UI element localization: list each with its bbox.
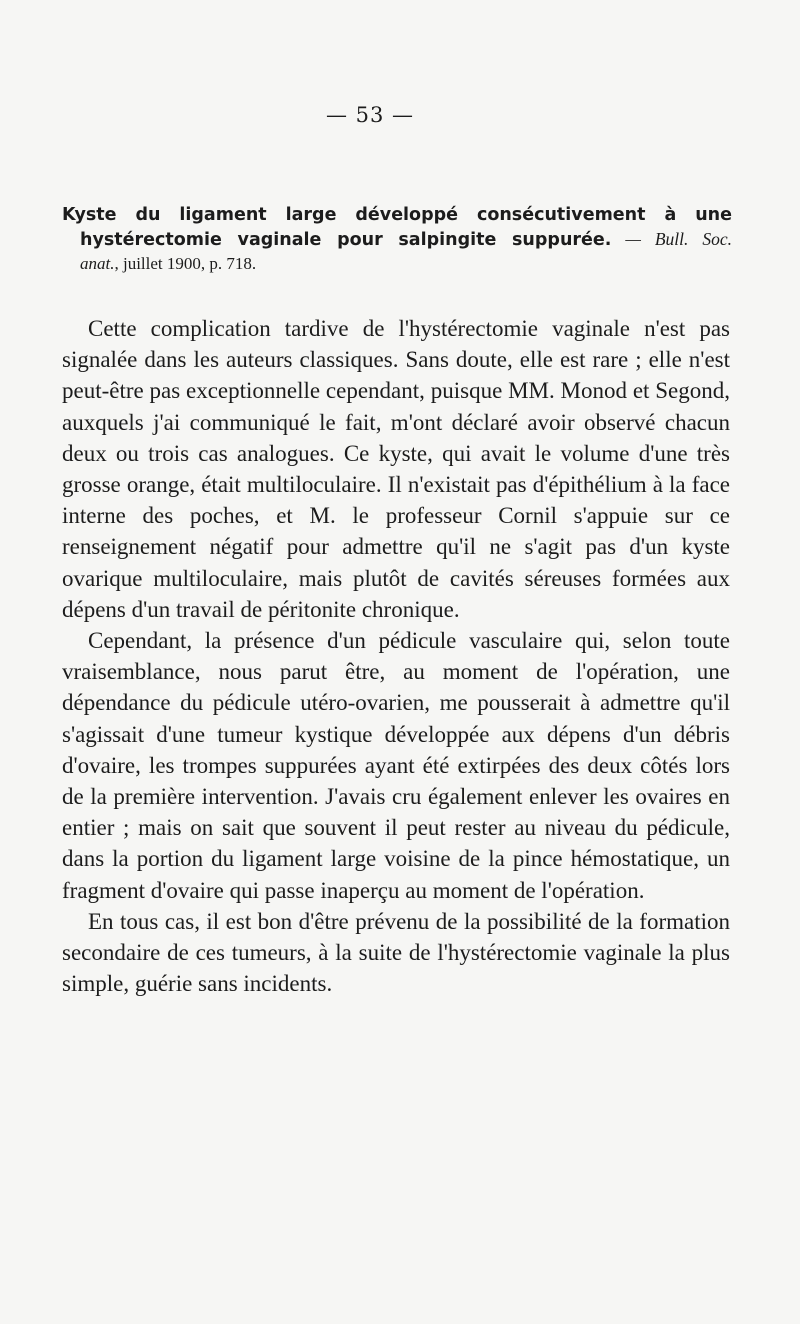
heading-reference-journal: — Bull. Soc. xyxy=(611,229,732,249)
paragraph-1: Cette complication tardive de l'hystérectomie vaginale n'est pas signalée dans les auteurs classiques. Sans doute, elle est rare ; elle n'est peut-être pas exceptionnelle cependant, puisque MM. Monod et Segond, auxquels j'ai communiqué le fait, m'ont déclaré avoir observé chacun deux ou trois cas analogues. Ce kyste, qui avait le volume d'une très grosse orange, était multiloculaire. Il n'existait pas d'épithélium à la face interne des poches, et M. le professeur Cornil s'appuie sur ce renseignement négatif pour admettre qu'il ne s'agit pas d'un kyste ovarique multiloculaire, mais plutôt de cavités séreuses formées aux dépens d'un travail de péritonite chronique. xyxy=(62,316,730,622)
body-text xyxy=(62,313,730,999)
heading-reference-journal-abbrev: anat. xyxy=(80,254,115,273)
page-number: — 53 — xyxy=(325,103,415,127)
heading-reference-line xyxy=(62,252,732,276)
heading-title-continuation: hystérectomie vaginale pour salpingite suppurée. xyxy=(80,230,612,250)
paragraph-2: Cependant, la présence d'un pédicule vasculaire qui, selon toute vraisemblance, nous parut être, au moment de l'opération, une dépendance du pédicule utéro-ovarien, me pousserait à admettre qu'il s'agissait d'une tumeur kystique développée aux dépens d'un débris d'ovaire, les trompes suppurées ayant été extirpées des deux côtés lors de la première intervention. J'avais cru également enlever les ovaires en entier ; mais on sait que souvent il peut rester au niveau du pédicule, dans la portion du ligament large voisine de la pince hémostatique, un fragment d'ovaire qui passe inaperçu au moment de l'opération. xyxy=(62,628,730,903)
article-heading xyxy=(62,203,732,276)
heading-title-line-2 xyxy=(62,227,732,252)
paragraph-3: En tous cas, il est bon d'être prévenu de la possibilité de la formation secondaire de ces tumeurs, à la suite de l'hystérectomie vaginale la plus simple, guérie sans incidents. xyxy=(62,908,730,997)
heading-reference-date: , juillet 1900, p. 718. xyxy=(114,254,257,273)
heading-title-line-1: Kyste du ligament large développé consécutivement à une xyxy=(62,205,732,225)
